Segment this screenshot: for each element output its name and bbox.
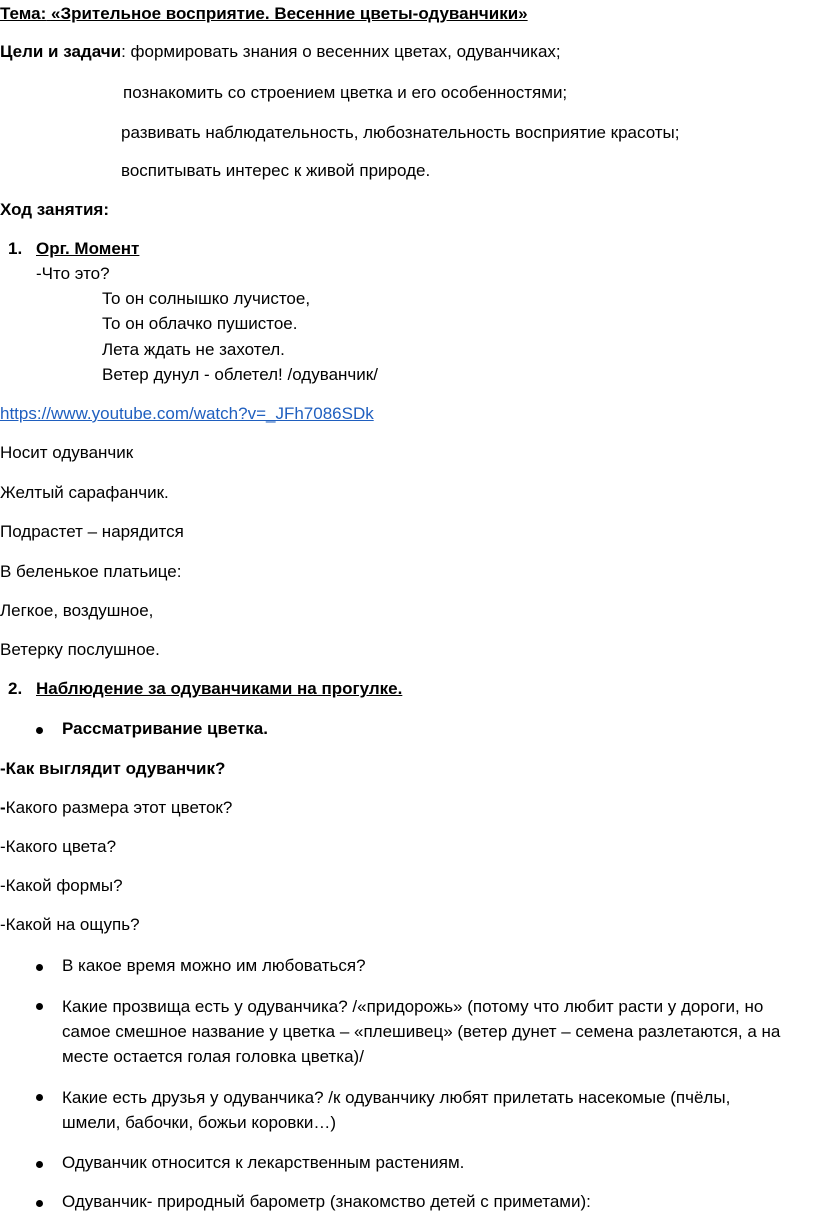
goal-item: развивать наблюдательность, любознательность восприятие красоты; [121,123,680,142]
goals-label: Цели и задачи [0,42,122,61]
question-item: -Какого цвета? [0,837,117,856]
question-item: -Какой формы? [0,876,123,895]
youtube-link[interactable]: https://www.youtube.com/watch?v=_JFh7086SDk [0,404,374,423]
bullet-icon [36,964,43,971]
poem-line: Желтый сарафанчик. [0,483,169,502]
riddle-line: Ветер дунул - облетел! /одуванчик/ [102,365,378,384]
bullet-item: Одуванчик- природный барометр (знакомство детей с приметами): [62,1192,591,1211]
question-text: Какого размера этот цветок? [5,798,233,817]
riddle-line: Лета ждать не захотел. [102,340,285,359]
section1-title: Орг. Момент [36,239,140,258]
goal-item: познакомить со строением цветка и его особенностями; [123,83,568,102]
bullet-icon [36,1161,43,1168]
section2-title: Наблюдение за одуванчиками на прогулке. [36,679,403,698]
bullet-item: Какие прозвища есть у одуванчика? /«придорожь» (потому что любит расти у дороги, но самое смешное название у цветка – «плешивец» (ветер дунет – семена разлетаются, а на месте остается голая головка цветка)/ [62,997,781,1066]
section1-number: 1. [8,239,23,258]
goal-item: : формировать знания о весенних цветах, одуванчиках; [121,42,561,61]
goal-item: воспитывать интерес к живой природе. [121,161,431,180]
poem-line: В беленькое платьице: [0,562,182,581]
poem-line: Носит одуванчик [0,443,134,462]
bullet-item: Какие есть друзья у одуванчика? /к одуванчику любят прилетать насекомые (пчёлы, шмели, бабочки, божьи коровки…) [62,1088,731,1132]
course-heading: Ход занятия: [0,200,110,219]
bullet-icon [36,1003,43,1010]
questions-main: -Как выглядит одуванчик? [0,759,226,778]
topic-value: «Зрительное восприятие. Весенние цветы-одуванчики» [50,4,528,23]
section2-bullet-title: Рассматривание цветка. [62,719,268,738]
bullet-item: Одуванчик относится к лекарственным растениям. [62,1153,465,1172]
poem-line: Подрастет – нарядится [0,522,184,541]
bullet-item: В какое время можно им любоваться? [62,956,366,975]
goals-line [0,41,561,63]
poem-line: Ветерку послушное. [0,640,160,659]
riddle-line: То он облачко пушистое. [102,314,298,333]
question-item: -Какой на ощупь? [0,915,140,934]
question-item: -Какого размера этот цветок? [0,798,233,817]
topic-line [0,3,528,25]
section1-question: -Что это? [36,264,110,283]
bullet-icon [36,1200,43,1207]
bullet-icon [36,727,43,734]
riddle-line: То он солнышко лучистое, [102,289,311,308]
bullet-icon [36,1094,43,1101]
section2-number: 2. [8,679,23,698]
poem-line: Легкое, воздушное, [0,601,154,620]
topic-label: Тема: [0,4,47,23]
